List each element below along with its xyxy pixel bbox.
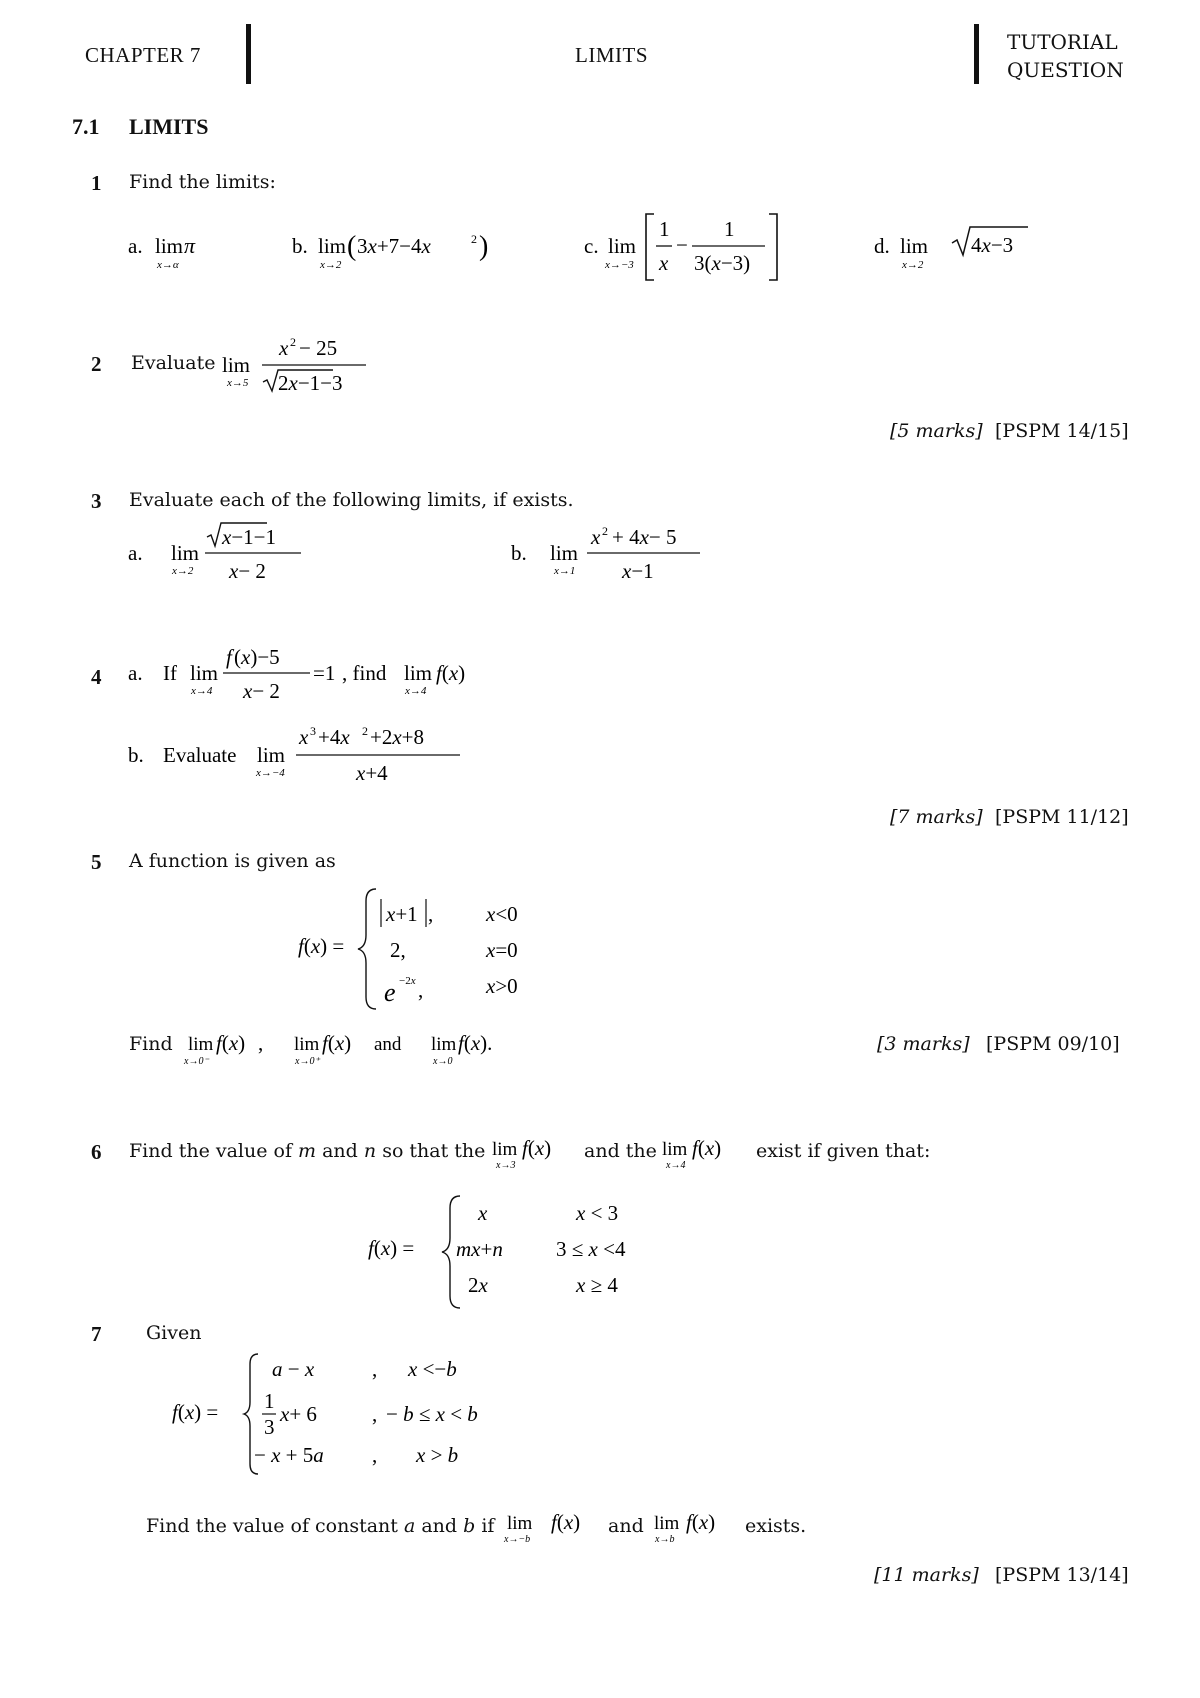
svg-text:x→4: x→4 (405, 685, 427, 697)
svg-text:2: 2 (602, 524, 608, 538)
question-4-source: [PSPM 11/12] (995, 806, 1129, 828)
svg-text:lim: lim (608, 234, 637, 258)
svg-text:x→−b: x→−b (504, 1534, 531, 1545)
svg-text:a.: a. (128, 541, 143, 565)
question-5-number: 5 (91, 850, 102, 874)
svg-text:f(x): f(x) (551, 1510, 581, 1534)
question-2-text: Evaluate (131, 352, 216, 374)
svg-text:e: e (384, 978, 396, 1007)
svg-text:f(x): f(x) (522, 1136, 552, 1160)
svg-text:,: , (372, 1357, 378, 1381)
svg-text:lim: lim (294, 1034, 320, 1055)
svg-text:3(x−3): 3(x−3) (694, 251, 751, 275)
svg-text:x− 2: x− 2 (243, 679, 280, 703)
q7-find-and: and (421, 1515, 458, 1537)
svg-text:,: , (258, 1031, 264, 1055)
svg-text:3: 3 (310, 724, 316, 738)
svg-text:f(x): f(x) (692, 1136, 722, 1160)
svg-text:x→0⁺: x→0⁺ (295, 1056, 320, 1067)
svg-text:mx+n: mx+n (456, 1237, 503, 1261)
svg-text:b.: b. (292, 234, 308, 258)
svg-text:+ 4x− 5: + 4x− 5 (612, 525, 677, 549)
svg-text:lim: lim (257, 743, 286, 767)
svg-text:x→4: x→4 (191, 685, 213, 697)
question-3-number: 3 (91, 489, 102, 513)
svg-text:2: 2 (362, 724, 368, 738)
svg-text:1: 1 (724, 217, 735, 241)
svg-text:x→3: x→3 (496, 1160, 516, 1171)
q6-var-m: m (298, 1140, 317, 1162)
q4a-find: , find (342, 661, 387, 685)
question-3-text: Evaluate each of the following limits, if exists. (129, 489, 574, 511)
question-3-limits (0, 520, 1200, 590)
svg-text:x→α: x→α (157, 259, 179, 271)
question-4-marks (890, 806, 983, 828)
q6-text-exist: exist if given that: (756, 1140, 931, 1162)
svg-text:lim: lim (492, 1139, 518, 1160)
svg-text:,: , (372, 1402, 378, 1426)
svg-text:(x)−5: (x)−5 (234, 645, 280, 669)
question-2-marks (890, 420, 983, 442)
svg-text:x=0: x=0 (486, 938, 518, 962)
marks-text: [3 marks] (877, 1033, 970, 1055)
svg-text:x→−3: x→−3 (605, 259, 634, 271)
q7-var-a: a (403, 1515, 416, 1537)
chapter-title: LIMITS (575, 43, 648, 67)
svg-text:x→4: x→4 (666, 1160, 686, 1171)
svg-text:−2x: −2x (399, 975, 416, 987)
question-2-source: [PSPM 14/15] (995, 420, 1129, 442)
svg-text:lim: lim (171, 541, 200, 565)
question-4b-expression (120, 722, 500, 792)
svg-text:2: 2 (290, 335, 296, 349)
header-divider-left (246, 24, 251, 84)
question-2-number: 2 (91, 352, 102, 376)
q4b-text: Evaluate (163, 743, 237, 767)
svg-text:x: x (659, 251, 669, 275)
q6-text-so: so that the (382, 1140, 486, 1162)
svg-text:x→2: x→2 (902, 259, 924, 271)
svg-text:lim: lim (188, 1034, 214, 1055)
question-6-text (129, 1140, 485, 1162)
svg-text:2: 2 (471, 232, 477, 246)
svg-text:=1: =1 (313, 661, 336, 685)
svg-text:x→1: x→1 (554, 565, 576, 577)
question-6-piecewise (360, 1192, 680, 1312)
section-number: 7.1 (72, 114, 100, 139)
svg-text:f(x): f(x) (436, 661, 466, 685)
tutorial-label-line1: TUTORIAL (1007, 30, 1118, 54)
marks-text: [5 marks] (890, 420, 983, 442)
question-5-find: Find (129, 1033, 173, 1055)
svg-text:f: f (226, 645, 232, 669)
svg-text:2x: 2x (468, 1273, 488, 1297)
svg-text:x−1: x−1 (622, 559, 654, 583)
marks-text: [11 marks] (874, 1564, 979, 1586)
svg-text:lim: lim (155, 234, 184, 258)
svg-text:x: x (279, 336, 289, 360)
svg-text:− x + 5a: − x + 5a (254, 1443, 324, 1467)
question-6-limit-2 (660, 1128, 760, 1173)
svg-text:lim: lim (662, 1139, 688, 1160)
marks-text: [7 marks] (890, 806, 983, 828)
q7-and: and (608, 1515, 644, 1537)
question-7-source: [PSPM 13/14] (995, 1564, 1129, 1586)
svg-text:x+ 6: x+ 6 (280, 1402, 317, 1426)
svg-text:− b ≤ x < b: − b ≤ x < b (386, 1402, 478, 1426)
question-1-text: Find the limits: (129, 171, 276, 193)
q7-exists: exists. (745, 1515, 807, 1537)
question-6-number: 6 (91, 1140, 102, 1164)
svg-text:,: , (428, 902, 434, 926)
svg-text:x→2: x→2 (320, 259, 342, 271)
svg-text:x+4: x+4 (356, 761, 388, 785)
svg-text:lim: lim (507, 1513, 533, 1534)
question-5-source: [PSPM 09/10] (986, 1033, 1120, 1055)
question-5-marks (877, 1033, 970, 1055)
svg-text:): ) (479, 231, 489, 262)
svg-text:1: 1 (264, 1389, 275, 1413)
question-7-text: Given (146, 1322, 202, 1344)
svg-text:1: 1 (659, 217, 670, 241)
svg-text:x→5: x→5 (227, 377, 249, 389)
svg-text:f(x): f(x) (322, 1031, 352, 1055)
question-2-limit-expression (220, 330, 380, 400)
svg-text:3: 3 (264, 1415, 275, 1439)
section-title: LIMITS (129, 114, 209, 139)
svg-text:f(x): f(x) (216, 1031, 246, 1055)
svg-text:3x+7−4x: 3x+7−4x (357, 234, 431, 258)
question-4-number: 4 (91, 665, 102, 689)
svg-text:a.: a. (128, 234, 143, 258)
q6-var-n: n (363, 1140, 377, 1162)
svg-text:lim: lim (318, 234, 347, 258)
svg-text:lim: lim (404, 661, 433, 685)
svg-text:d.: d. (874, 234, 890, 258)
svg-text:+4x: +4x (318, 725, 350, 749)
question-6-limit-1 (490, 1128, 590, 1173)
question-5-text: A function is given as (129, 850, 336, 872)
svg-text:c.: c. (584, 234, 599, 258)
svg-text:f(x).: f(x). (458, 1031, 493, 1055)
svg-text:x→0: x→0 (433, 1056, 453, 1067)
svg-text:lim: lim (431, 1034, 457, 1055)
q4a-if: If (163, 661, 177, 685)
question-5-piecewise (290, 885, 590, 1015)
svg-text:x: x (591, 525, 601, 549)
svg-text:2,: 2, (390, 938, 406, 962)
q6-text-pre: Find the value of (129, 1140, 292, 1162)
svg-text:x: x (299, 725, 309, 749)
question-7-limit-2 (652, 1502, 752, 1547)
svg-text:lim: lim (900, 234, 929, 258)
q4b-label: b. (128, 743, 144, 767)
svg-text:f(x) =: f(x) = (368, 1236, 415, 1260)
svg-text:,: , (418, 978, 424, 1002)
svg-text:x→−4: x→−4 (256, 767, 285, 779)
q6-text-and: and (322, 1140, 358, 1162)
question-7-limit-1 (505, 1502, 605, 1547)
question-7-piecewise (160, 1348, 520, 1478)
svg-text:f(x) =: f(x) = (298, 934, 345, 958)
question-7-find (146, 1515, 494, 1537)
svg-text:x <−b: x <−b (408, 1357, 457, 1381)
svg-text:x→2: x→2 (172, 565, 194, 577)
svg-text:+2x+8: +2x+8 (370, 725, 425, 749)
tutorial-label-line2: QUESTION (1007, 58, 1124, 82)
svg-text:x>0: x>0 (486, 974, 518, 998)
svg-text:b.: b. (511, 541, 527, 565)
svg-text:x→0⁻: x→0⁻ (184, 1056, 209, 1067)
svg-text:(: ( (347, 231, 357, 262)
question-7-number: 7 (91, 1322, 102, 1346)
svg-text:x− 2: x− 2 (229, 559, 266, 583)
svg-text:f(x): f(x) (686, 1510, 716, 1534)
svg-text:3 ≤ x <4: 3 ≤ x <4 (556, 1237, 626, 1261)
q5-and: and (374, 1034, 402, 1055)
svg-text:f(x) =: f(x) = (172, 1400, 219, 1424)
question-4a-expression (120, 640, 520, 710)
svg-text:−: − (676, 233, 688, 257)
svg-text:x > b: x > b (416, 1443, 459, 1467)
question-5-limits (180, 1020, 520, 1070)
q4a-label: a. (128, 661, 143, 685)
svg-text:− 25: − 25 (299, 336, 338, 360)
svg-text:lim: lim (654, 1513, 680, 1534)
q7-find-pre: Find the value of constant (146, 1515, 398, 1537)
q6-text-and-the: and the (584, 1140, 657, 1162)
question-1-number: 1 (91, 171, 102, 195)
svg-text:lim: lim (550, 541, 579, 565)
question-7-marks (874, 1564, 979, 1586)
svg-text:,: , (372, 1443, 378, 1467)
chapter-label: CHAPTER 7 (85, 43, 201, 67)
svg-text:lim: lim (190, 661, 219, 685)
svg-text:x→b: x→b (655, 1534, 675, 1545)
svg-text:x<0: x<0 (486, 902, 518, 926)
svg-text:x: x (478, 1201, 488, 1225)
svg-text:x ≥ 4: x ≥ 4 (576, 1273, 618, 1297)
svg-text:x−1−1: x−1−1 (222, 525, 277, 549)
svg-text:x < 3: x < 3 (576, 1201, 619, 1225)
svg-text:2x−1−3: 2x−1−3 (278, 371, 343, 395)
svg-text:x+1: x+1 (386, 902, 418, 926)
svg-text:4x−3: 4x−3 (971, 233, 1014, 257)
svg-text:lim: lim (222, 353, 251, 377)
header-divider-right (974, 24, 979, 84)
question-1-limits (0, 200, 1200, 290)
svg-text:π: π (184, 233, 196, 258)
q7-var-b: b (463, 1515, 476, 1537)
q7-find-if: if (481, 1515, 495, 1537)
svg-text:a − x: a − x (272, 1357, 315, 1381)
